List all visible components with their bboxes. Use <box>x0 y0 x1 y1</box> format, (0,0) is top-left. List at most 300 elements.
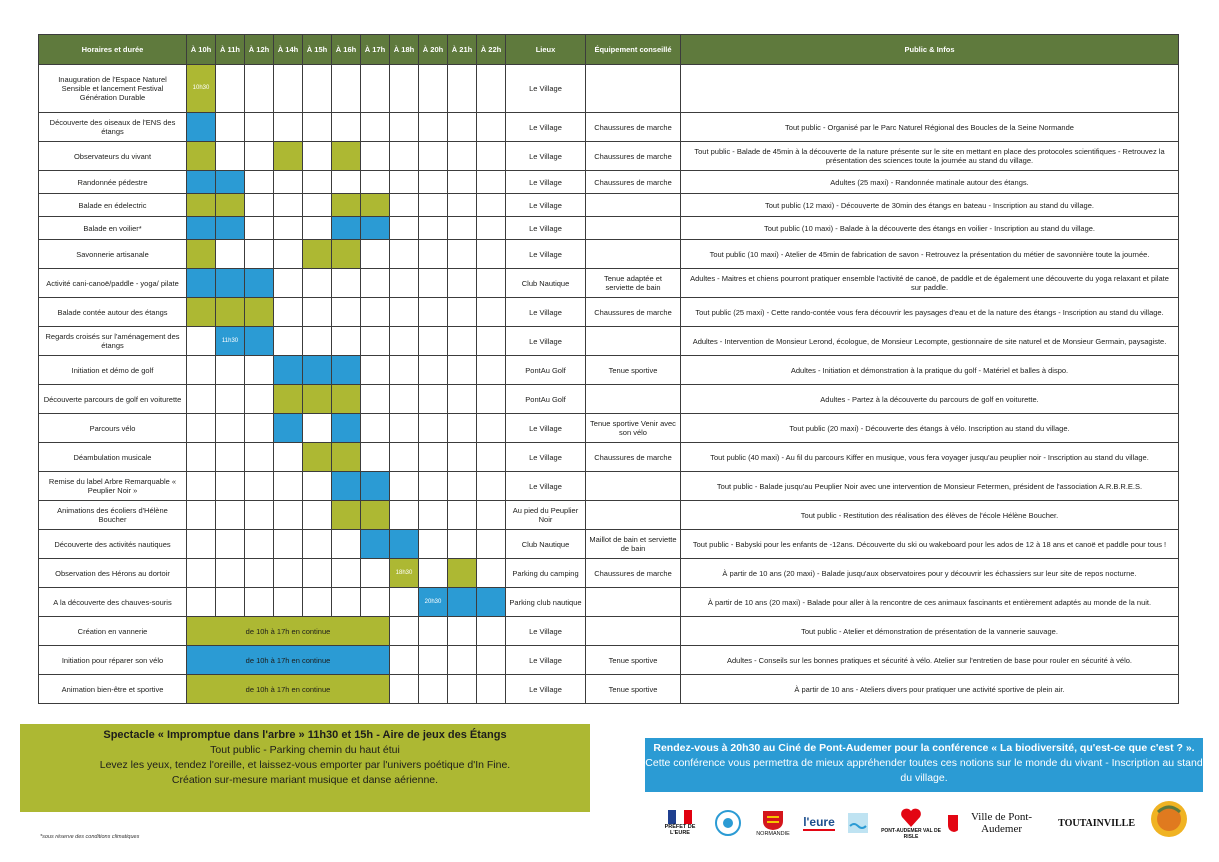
header-hour: À 21h <box>448 35 477 65</box>
time-slot <box>448 217 477 240</box>
time-slot-active <box>303 385 332 414</box>
location: PontAu Golf <box>506 356 586 385</box>
prefet-logo <box>655 800 705 846</box>
time-slot <box>390 443 419 472</box>
header-hour: À 10h <box>187 35 216 65</box>
french-flag-icon <box>668 810 692 824</box>
time-slot <box>361 356 390 385</box>
time-slot <box>477 240 506 269</box>
header-public: Public & Infos <box>681 35 1179 65</box>
equipment: Chaussures de marche <box>586 171 681 194</box>
time-slot-active <box>332 414 361 443</box>
location: Club Nautique <box>506 530 586 559</box>
time-slot <box>390 240 419 269</box>
time-slot-active <box>448 559 477 588</box>
public-info: À partir de 10 ans - Ateliers divers pour pratiquer une activité sportive de plein air. <box>681 675 1179 704</box>
time-slot-active <box>245 269 274 298</box>
time-slot-active <box>361 530 390 559</box>
continuous-slot: de 10h à 17h en continue <box>187 675 390 704</box>
time-slot <box>419 113 448 142</box>
header-hour: À 14h <box>274 35 303 65</box>
activity-name: Observation des Hérons au dortoir <box>39 559 187 588</box>
header-hour: À 15h <box>303 35 332 65</box>
activity-row <box>39 617 1179 646</box>
time-slot <box>419 194 448 217</box>
time-slot <box>303 171 332 194</box>
ville-label: Ville de Pont-Audemer <box>971 811 1033 835</box>
time-slot-active <box>274 356 303 385</box>
time-slot <box>477 472 506 501</box>
time-slot <box>187 385 216 414</box>
time-slot <box>245 472 274 501</box>
activity-name: Initiation et démo de golf <box>39 356 187 385</box>
time-slot <box>361 65 390 113</box>
time-slot-active <box>361 194 390 217</box>
time-slot <box>187 559 216 588</box>
time-slot <box>274 171 303 194</box>
header-equipement: Équipement conseillé <box>586 35 681 65</box>
activity-row <box>39 142 1179 171</box>
time-slot <box>390 194 419 217</box>
time-slot-active <box>477 588 506 617</box>
time-slot <box>390 113 419 142</box>
equipment: Maillot de bain et serviette de bain <box>586 530 681 559</box>
activity-row <box>39 217 1179 240</box>
time-slot <box>390 142 419 171</box>
equipment: Tenue sportive <box>586 675 681 704</box>
activity-row <box>39 356 1179 385</box>
time-slot <box>245 559 274 588</box>
location: Le Village <box>506 327 586 356</box>
equipment <box>586 194 681 217</box>
time-slot-active <box>332 501 361 530</box>
ville-logo <box>947 800 1042 846</box>
time-slot <box>477 65 506 113</box>
activity-row <box>39 530 1179 559</box>
time-slot-active <box>274 142 303 171</box>
location: Au pied du Peuplier Noir <box>506 501 586 530</box>
time-slot <box>332 113 361 142</box>
public-info: Tout public - Balade de 45min à la découverte de la nature présente sur le site en mettant en place des protocoles scientifiques - Retrouvez la présentation des sciences toute la journée au stand du village. <box>681 142 1179 171</box>
time-slot <box>448 113 477 142</box>
activity-name: Découverte des activités nautiques <box>39 530 187 559</box>
activity-row <box>39 588 1179 617</box>
time-slot-active <box>332 385 361 414</box>
location: Le Village <box>506 443 586 472</box>
time-slot <box>390 501 419 530</box>
activity-name: Balade en édelectric <box>39 194 187 217</box>
time-slot <box>303 142 332 171</box>
flower-icon <box>714 809 742 837</box>
time-slot-active <box>361 472 390 501</box>
public-info: Adultes - Partez à la découverte du parcours de golf en voiturette. <box>681 385 1179 414</box>
time-slot <box>303 530 332 559</box>
time-slot <box>477 142 506 171</box>
time-slot <box>448 646 477 675</box>
time-slot <box>361 171 390 194</box>
public-info: À partir de 10 ans (20 maxi) - Balade pour aller à la rencontre de ces animaux fascinants et entièrement adaptés au monde de la nuit. <box>681 588 1179 617</box>
header-hour: À 22h <box>477 35 506 65</box>
time-slot <box>303 559 332 588</box>
public-info: Adultes - Initiation et démonstration à la pratique du golf - Matériel et balles à dispo. <box>681 356 1179 385</box>
activity-name: Découverte parcours de golf en voiturette <box>39 385 187 414</box>
time-slot <box>216 113 245 142</box>
activity-row <box>39 472 1179 501</box>
time-slot <box>274 472 303 501</box>
time-slot-active <box>303 240 332 269</box>
time-slot <box>477 617 506 646</box>
location: Parking du camping <box>506 559 586 588</box>
time-slot <box>477 356 506 385</box>
time-slot <box>448 240 477 269</box>
time-slot-active <box>303 356 332 385</box>
time-slot <box>187 356 216 385</box>
equipment: Tenue adaptée et serviette de bain <box>586 269 681 298</box>
time-slot <box>390 385 419 414</box>
public-info: Tout public (10 maxi) - Atelier de 45min de fabrication de savon - Retrouvez la présentation du métier de savonnière toute la journée. <box>681 240 1179 269</box>
activity-row <box>39 113 1179 142</box>
time-slot <box>245 194 274 217</box>
activity-name: Animation bien-être et sportive <box>39 675 187 704</box>
public-info: Adultes - Intervention de Monsieur Lerond, écologue, de Monsieur Lecompte, gestionnaire de site naturel et de Monsieur Germain, paysagiste. <box>681 327 1179 356</box>
time-slot <box>332 588 361 617</box>
time-slot <box>419 327 448 356</box>
time-slot <box>245 356 274 385</box>
time-slot <box>303 298 332 327</box>
time-slot <box>216 240 245 269</box>
time-slot-active <box>332 472 361 501</box>
time-slot <box>187 501 216 530</box>
location: Le Village <box>506 194 586 217</box>
schedule-table <box>38 34 1179 704</box>
time-slot <box>419 472 448 501</box>
time-slot <box>448 414 477 443</box>
time-slot <box>274 443 303 472</box>
time-slot <box>419 414 448 443</box>
time-slot <box>187 327 216 356</box>
time-slot-active <box>332 443 361 472</box>
location: Le Village <box>506 142 586 171</box>
time-slot-active: 20h30 <box>419 588 448 617</box>
time-slot <box>274 269 303 298</box>
time-slot <box>216 559 245 588</box>
eure-logo <box>797 800 841 846</box>
time-slot <box>361 113 390 142</box>
public-info: Tout public (20 maxi) - Découverte des étangs à vélo. Inscription au stand du village. <box>681 414 1179 443</box>
equipment <box>586 217 681 240</box>
normandie-logo <box>751 800 795 846</box>
spectacle-line: Création sur-mesure mariant musique et danse aérienne. <box>171 774 439 786</box>
heart-icon <box>899 806 923 828</box>
activity-row <box>39 443 1179 472</box>
time-slot <box>361 298 390 327</box>
time-slot-active <box>216 298 245 327</box>
time-slot <box>216 65 245 113</box>
location: Club Nautique <box>506 269 586 298</box>
time-slot <box>477 501 506 530</box>
time-slot <box>419 675 448 704</box>
activity-name: Création en vannerie <box>39 617 187 646</box>
public-info: À partir de 10 ans (20 maxi) - Balade jusqu'aux observatoires pour y découvrir les échassiers sur leur site de repos nocturne. <box>681 559 1179 588</box>
time-slot <box>274 194 303 217</box>
time-slot-active: 18h30 <box>390 559 419 588</box>
spectacle-line: Levez les yeux, tendez l'oreille, et laissez-vous emporter par l'univers poétique d'In Fine. <box>99 759 511 771</box>
festival-badge-icon <box>1148 798 1190 840</box>
time-slot <box>303 472 332 501</box>
time-slot <box>303 269 332 298</box>
activity-name: Savonnerie artisanale <box>39 240 187 269</box>
time-slot <box>477 385 506 414</box>
time-slot <box>448 298 477 327</box>
activity-name: Remise du label Arbre Remarquable « Peuplier Noir » <box>39 472 187 501</box>
public-info: Tout public - Balade jusqu'au Peuplier Noir avec une intervention de Monsieur Fetermen, président de l'association A.R.B.R.E.S. <box>681 472 1179 501</box>
location: PontAu Golf <box>506 385 586 414</box>
conference-title: Rendez-vous à 20h30 au Ciné de Pont-Audemer pour la conférence « La biodiversité, qu'est-ce que c'est ? ». <box>653 742 1195 754</box>
time-slot <box>274 65 303 113</box>
public-info: Tout public - Babyski pour les enfants de -12ans. Découverte du ski ou wakeboard pour les ados de 12 à 18 ans et canoë et paddle pour tous ! <box>681 530 1179 559</box>
time-slot <box>477 298 506 327</box>
time-slot <box>390 356 419 385</box>
time-slot <box>448 194 477 217</box>
time-slot <box>187 588 216 617</box>
time-slot <box>245 414 274 443</box>
equipment <box>586 617 681 646</box>
time-slot <box>477 327 506 356</box>
time-slot <box>419 646 448 675</box>
equipment <box>586 240 681 269</box>
activity-name: Balade en voilier* <box>39 217 187 240</box>
time-slot <box>361 240 390 269</box>
time-slot <box>332 559 361 588</box>
time-slot <box>303 65 332 113</box>
normandie-shield-icon <box>761 809 785 831</box>
time-slot <box>245 217 274 240</box>
time-slot <box>245 113 274 142</box>
time-slot <box>419 269 448 298</box>
time-slot <box>419 217 448 240</box>
header-hour: À 16h <box>332 35 361 65</box>
public-info: Adultes - Maitres et chiens pourront pratiquer ensemble l'activité de canoë, de paddle et de également une découverte du yoga relaxant et pilate sur paddle. <box>681 269 1179 298</box>
activity-name: Inauguration de l'Espace Naturel Sensible et lancement Festival Génération Durable <box>39 65 187 113</box>
location: Le Village <box>506 646 586 675</box>
time-slot <box>448 472 477 501</box>
time-slot-active <box>187 194 216 217</box>
time-slot-active <box>245 298 274 327</box>
normandie-label: NORMANDIE <box>756 831 790 837</box>
time-slot <box>419 240 448 269</box>
time-slot <box>390 217 419 240</box>
time-slot-active <box>390 530 419 559</box>
time-slot <box>477 113 506 142</box>
time-slot <box>390 269 419 298</box>
time-slot <box>390 414 419 443</box>
activity-row <box>39 414 1179 443</box>
toutainville-label: TOUTAINVILLE <box>1058 817 1135 829</box>
time-slot-active: 11h30 <box>216 327 245 356</box>
time-slot <box>303 588 332 617</box>
time-slot <box>332 530 361 559</box>
time-slot <box>303 414 332 443</box>
time-slot-active <box>245 327 274 356</box>
time-slot-active <box>187 142 216 171</box>
activity-name: Animations des écoliers d'Hélène Boucher <box>39 501 187 530</box>
time-slot <box>216 356 245 385</box>
time-slot <box>187 414 216 443</box>
time-slot <box>361 414 390 443</box>
time-slot <box>419 171 448 194</box>
time-slot <box>245 385 274 414</box>
time-slot <box>390 327 419 356</box>
time-slot <box>477 675 506 704</box>
location: Le Village <box>506 113 586 142</box>
continuous-slot: de 10h à 17h en continue <box>187 646 390 675</box>
time-slot <box>274 298 303 327</box>
equipment: Chaussures de marche <box>586 113 681 142</box>
time-slot <box>216 588 245 617</box>
ville-crest-icon <box>947 813 958 833</box>
activity-name: Balade contée autour des étangs <box>39 298 187 327</box>
header-horaires: Horaires et durée <box>39 35 187 65</box>
time-slot-active <box>448 588 477 617</box>
location: Le Village <box>506 675 586 704</box>
location: Le Village <box>506 298 586 327</box>
location: Le Village <box>506 171 586 194</box>
time-slot <box>245 501 274 530</box>
location: Le Village <box>506 217 586 240</box>
activity-row <box>39 194 1179 217</box>
time-slot <box>477 269 506 298</box>
time-slot <box>274 113 303 142</box>
prefet-label: PRÉFET DE L'EURE <box>664 824 696 836</box>
equipment: Tenue sportive Venir avec son vélo <box>586 414 681 443</box>
header-hour: À 17h <box>361 35 390 65</box>
activity-name: Randonnée pédestre <box>39 171 187 194</box>
time-slot <box>187 472 216 501</box>
equipment <box>586 385 681 414</box>
time-slot <box>303 501 332 530</box>
time-slot <box>419 356 448 385</box>
time-slot <box>274 240 303 269</box>
weather-note: *sous réserve des conditions climatiques <box>40 834 140 840</box>
time-slot <box>448 142 477 171</box>
time-slot <box>245 142 274 171</box>
time-slot <box>332 171 361 194</box>
equipment <box>586 472 681 501</box>
spectacle-line: Tout public - Parking chemin du haut étui <box>210 744 400 756</box>
time-slot <box>332 65 361 113</box>
equipment: Chaussures de marche <box>586 443 681 472</box>
time-slot-active <box>187 269 216 298</box>
time-slot <box>332 269 361 298</box>
activity-row <box>39 240 1179 269</box>
time-slot <box>419 501 448 530</box>
time-slot <box>448 65 477 113</box>
activity-row <box>39 269 1179 298</box>
time-slot <box>390 472 419 501</box>
time-slot <box>448 327 477 356</box>
location: Le Village <box>506 240 586 269</box>
spectacle-title: Spectacle « Impromptue dans l'arbre » 11h30 et 15h - Aire de jeux des Étangs <box>103 729 507 741</box>
time-slot <box>216 501 245 530</box>
time-slot <box>361 269 390 298</box>
activity-name: Déambulation musicale <box>39 443 187 472</box>
public-info: Adultes (25 maxi) - Randonnée matinale autour des étangs. <box>681 171 1179 194</box>
time-slot <box>390 171 419 194</box>
time-slot <box>245 65 274 113</box>
time-slot <box>419 443 448 472</box>
equipment: Chaussures de marche <box>586 142 681 171</box>
equipment <box>586 65 681 113</box>
public-info <box>681 65 1179 113</box>
header-lieux: Lieux <box>506 35 586 65</box>
public-info: Tout public - Atelier et démonstration de présentation de la vannerie sauvage. <box>681 617 1179 646</box>
time-slot <box>303 194 332 217</box>
schedule-body <box>39 65 1179 704</box>
time-slot <box>361 385 390 414</box>
time-slot-active <box>216 194 245 217</box>
time-slot <box>477 443 506 472</box>
time-slot <box>303 113 332 142</box>
equipment <box>586 501 681 530</box>
continuous-slot: de 10h à 17h en continue <box>187 617 390 646</box>
time-slot <box>390 588 419 617</box>
time-slot-active <box>332 194 361 217</box>
time-slot-active <box>361 501 390 530</box>
time-slot <box>477 194 506 217</box>
time-slot-active <box>187 298 216 327</box>
time-slot-active <box>216 217 245 240</box>
location: Parking club nautique <box>506 588 586 617</box>
equipment: Chaussures de marche <box>586 559 681 588</box>
time-slot <box>216 385 245 414</box>
time-slot-active <box>187 113 216 142</box>
time-slot-active <box>187 171 216 194</box>
time-slot <box>187 530 216 559</box>
water-logo <box>845 800 871 846</box>
equipment: Tenue sportive <box>586 646 681 675</box>
time-slot <box>274 559 303 588</box>
time-slot <box>477 646 506 675</box>
time-slot <box>448 530 477 559</box>
time-slot <box>245 443 274 472</box>
public-info: Tout public - Organisé par le Parc Naturel Régional des Boucles de la Seine Normande <box>681 113 1179 142</box>
spectacle-banner <box>20 724 590 812</box>
time-slot <box>477 559 506 588</box>
time-slot-active <box>274 385 303 414</box>
location: Le Village <box>506 65 586 113</box>
time-slot <box>419 530 448 559</box>
activity-row <box>39 385 1179 414</box>
time-slot <box>448 385 477 414</box>
partner-logos <box>655 800 1200 850</box>
public-info: Tout public - Restitution des réalisation des élèves de l'école Hélène Boucher. <box>681 501 1179 530</box>
time-slot <box>477 171 506 194</box>
location: Le Village <box>506 617 586 646</box>
time-slot <box>361 588 390 617</box>
time-slot <box>216 443 245 472</box>
activity-name: Parcours vélo <box>39 414 187 443</box>
time-slot <box>274 588 303 617</box>
equipment: Chaussures de marche <box>586 298 681 327</box>
time-slot <box>361 142 390 171</box>
time-slot <box>361 327 390 356</box>
time-slot-active <box>332 240 361 269</box>
time-slot <box>216 142 245 171</box>
time-slot <box>274 217 303 240</box>
time-slot-active <box>216 269 245 298</box>
time-slot <box>245 530 274 559</box>
time-slot <box>303 327 332 356</box>
